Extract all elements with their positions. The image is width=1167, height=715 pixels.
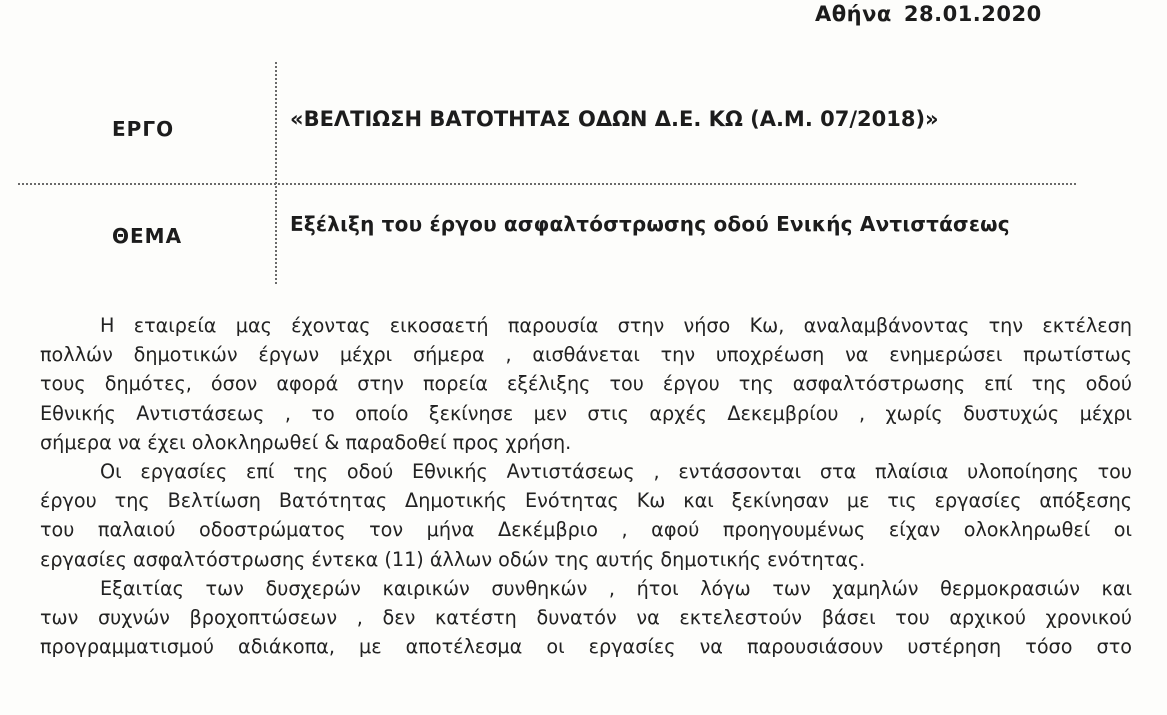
paragraph-1-line-5: σήμερα να έχει ολοκληρωθεί & παραδοθεί προς χρήση. [40,430,572,454]
paragraph-1-line-4: Εθνικής Αντιστάσεως , το οποίο ξεκίνησε μεν στις αρχές Δεκεμβρίου , χωρίς δυστυχώς μέχρι [40,401,1132,425]
subject-title: Εξέλιξη του έργου ασφαλτόστρωσης οδού Ενικής Αντιστάσεως [290,212,1010,236]
paragraph-2-line-3: του παλαιού οδοστρώματος τον μήνα Δεκέμβριο , αφού προηγουμένως είχαν ολοκληρωθεί οι [40,518,1132,542]
project-title: «ΒΕΛΤΙΩΣΗ ΒΑΤΟΤΗΤΑΣ ΟΔΩΝ Δ.Ε. ΚΩ (Α.Μ. 07/2018)» [290,107,939,131]
paragraph-2-line-2: έργου της Βελτίωση Βατότητας Δημοτικής Ενότητας Κω και ξεκίνησαν με τις εργασίες απόξεσης [40,489,1132,513]
letter-body [40,311,1132,661]
paragraph-3-line-1: Εξαιτίας των δυσχερών καιρικών συνθηκών , ήτοι λόγω των χαμηλών θερμοκρασιών και [100,576,1132,600]
document-date: 28.01.2020 [903,2,1042,26]
paragraph-1-line-3: τους δημότες, όσον αφορά στην πορεία εξέλιξης του έργου της ασφαλτόστρωσης επί της οδού [40,372,1132,396]
paragraph-2-line-4: εργασίες ασφαλτόστρωσης έντεκα (11) άλλων οδών της αυτής δημοτικής ενότητας. [40,547,866,571]
subject-label: ΘΕΜΑ [112,224,183,248]
vertical-divider [275,62,277,284]
paragraph-3-line-3: προγραμματισμού αδιάκοπα, με αποτέλεσμα οι εργασίες να παρουσιάσουν υστέρηση τόσο στο [40,635,1132,659]
city: Αθήνα [815,2,892,26]
place-date-line [815,2,1042,26]
paragraph-1-line-2: πολλών δημοτικών έργων μέχρι σήμερα , αισθάνεται την υποχρέωση να ενημερώσει πρωτίστως [40,343,1132,367]
paragraph-3-line-2: των συχνών βροχοπτώσεων , δεν κατέστη δυνατόν να εκτελεστούν βάσει του αρχικού χρονικού [40,606,1132,630]
project-label: ΕΡΓΟ [112,117,175,141]
paragraph-2-line-1: Οι εργασίες επί της οδού Εθνικής Αντιστάσεως , εντάσσονται στα πλαίσια υλοποίησης του [100,460,1132,484]
paragraph-1-line-1: Η εταιρεία μας έχοντας εικοσαετή παρουσία στην νήσο Κω, αναλαμβάνοντας την εκτέλεση [100,314,1132,337]
horizontal-divider [18,183,1076,185]
